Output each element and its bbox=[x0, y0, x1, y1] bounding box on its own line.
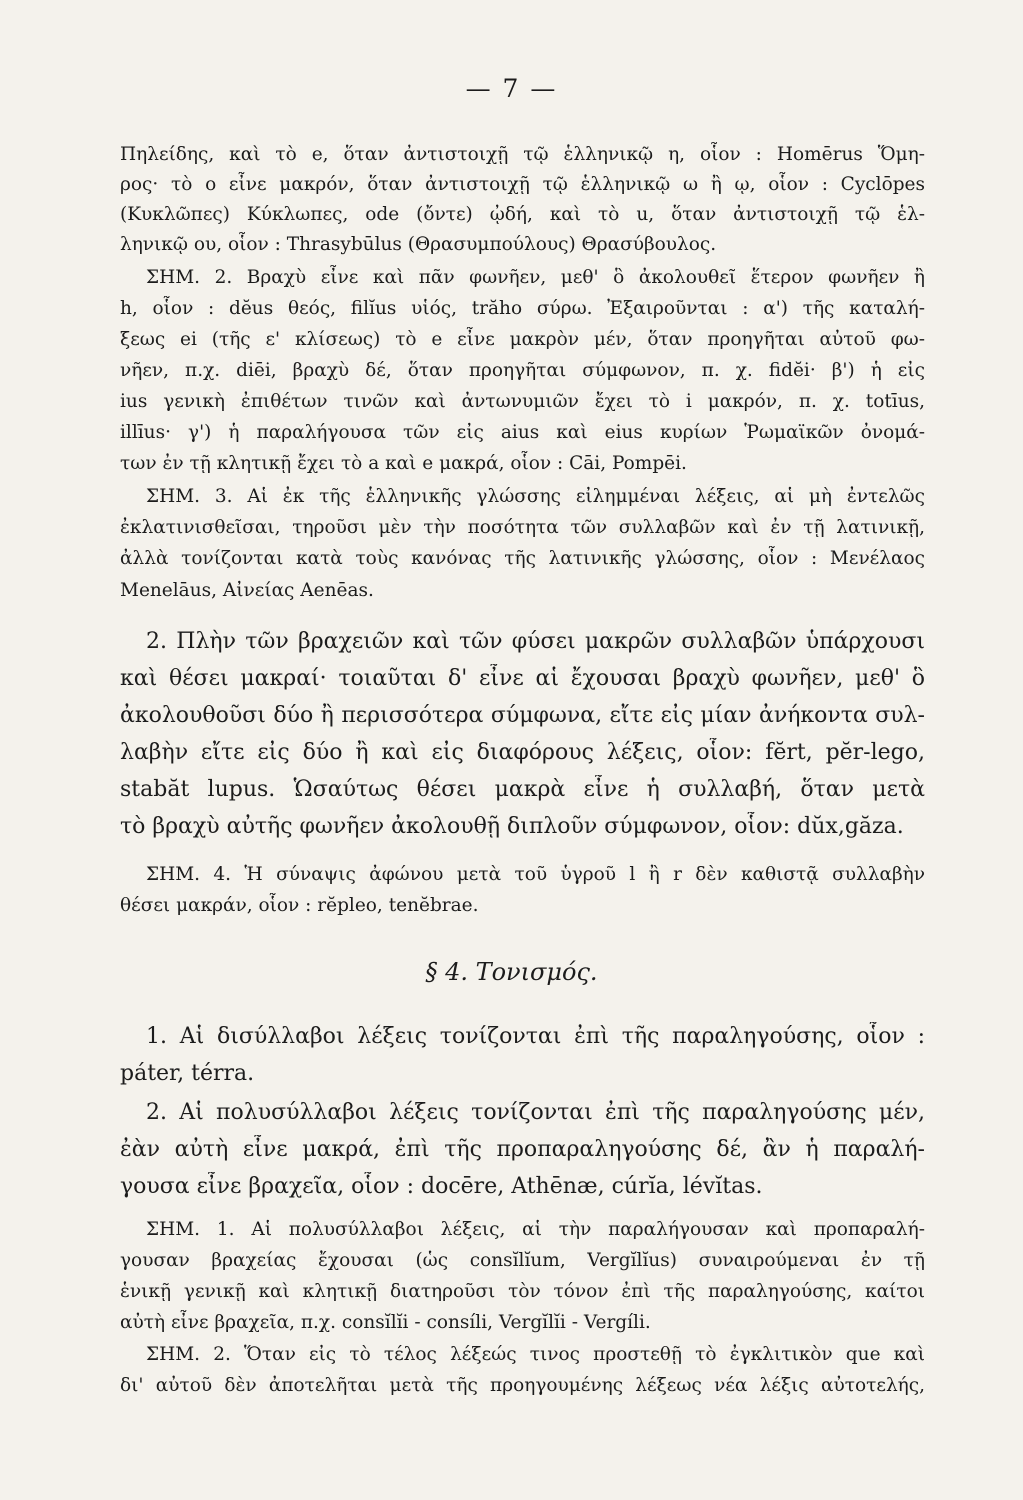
note-line: ΣΗΜ. 2. Βραχὺ εἶνε καὶ πᾶν φωνῆεν, μεθ' ὃ ἀκολουθεῖ ἕτερον φωνῆεν ἢ bbox=[146, 267, 925, 288]
paragraph-line: stabăt lupus. Ὡσαύτως θέσει μακρὰ εἶνε ἡ συλλαβή, ὅταν μετὰ bbox=[120, 777, 925, 802]
text-line: Πηλείδης, καὶ τὸ e, ὅταν ἀντιστοιχῇ τῷ ἑλληνικῷ η, οἷον : Homērus Ὅμη- bbox=[120, 144, 925, 165]
paragraph-line: λαβὴν εἴτε εἰς δύο ἢ καὶ εἰς διαφόρους λέξεις, οἷον: fĕrt, pĕr-lego, bbox=[120, 740, 925, 765]
paragraph-line: τὸ βραχὺ αὐτῆς φωνῆεν ἀκολουθῇ διπλοῦν σύμφωνον, οἷον: dŭx,găza. bbox=[120, 814, 904, 839]
section-title: § 4. Τονισμός. bbox=[425, 958, 598, 986]
page-number: — 7 — bbox=[465, 74, 558, 103]
note-line: h, οἷον : dĕus θεός, filĭus υἱός, trăho σύρω. Ἐξαιροῦνται : α') τῆς καταλή- bbox=[120, 298, 925, 319]
note-line: ἀλλὰ τονίζονται κατὰ τοὺς κανόνας τῆς λατινικῆς γλώσσης, οἷον : Μενέλαος bbox=[120, 548, 925, 569]
note-line: ΣΗΜ. 3. Αἱ ἐκ τῆς ἑλληνικῆς γλώσσης εἰλημμέναι λέξεις, αἱ μὴ ἐντελῶς bbox=[146, 486, 925, 507]
note-line: ἐκλατινισθεῖσαι, τηροῦσι μὲν τὴν ποσότητα τῶν συλλαβῶν καὶ ἐν τῇ λατινικῇ, bbox=[120, 517, 925, 538]
note-line: ἑνικῇ γενικῇ καὶ κλητικῇ διατηροῦσι τὸν τόνον ἐπὶ τῆς παραληγούσης, καίτοι bbox=[120, 1281, 925, 1302]
paragraph-line: 1. Αἱ δισύλλαβοι λέξεις τονίζονται ἐπὶ τῆς παραληγούσης, οἷον : bbox=[146, 1024, 925, 1049]
paragraph-line: ἀκολουθοῦσι δύο ἢ περισσότερα σύμφωνα, εἴτε εἰς μίαν ἀνήκοντα συλ- bbox=[120, 703, 925, 728]
text-line: ρος· τὸ o εἶνε μακρόν, ὅταν ἀντιστοιχῇ τῷ ἑλληνικῷ ω ἢ ῳ, οἷον : Cyclōpes bbox=[120, 174, 925, 195]
note-line: ius γενικὴ ἐπιθέτων τινῶν καὶ ἀντωνυμιῶν ἔχει τὸ i μακρόν, π. χ. totīus, bbox=[120, 391, 925, 412]
note-line: Menelāus, Αἰνείας Aenēas. bbox=[120, 580, 374, 601]
text-line: ληνικῷ ου, οἷον : Thrasybūlus (Θρασυμπούλους) Θρασύβουλος. bbox=[120, 234, 717, 255]
note-line: αὐτὴ εἶνε βραχεῖα, π.χ. consĭlĭi - consíli, Vergĭlĭi - Vergíli. bbox=[120, 1312, 651, 1333]
note-line: γουσαν βραχείας ἔχουσαι (ὡς consĭlĭum, Vergĭlĭus) συναιρούμεναι ἐν τῇ bbox=[120, 1250, 925, 1271]
text-line: (Κυκλῶπες) Κύκλωπες, ode (ὄντε) ᾠδή, καὶ τὸ u, ὅταν ἀντιστοιχῇ τῷ ἑλ- bbox=[120, 204, 925, 225]
note-line: illīus· γ') ἡ παραλήγουσα τῶν εἰς aius καὶ eius κυρίων Ῥωμαϊκῶν ὀνομά- bbox=[120, 422, 925, 443]
paragraph-line: páter, térra. bbox=[120, 1061, 255, 1086]
note-line: των ἐν τῇ κλητικῇ ἔχει τὸ a καὶ e μακρά, οἷον : Cāi, Pompēi. bbox=[120, 453, 687, 474]
note-line: δι' αὐτοῦ δὲν ἀποτελῆται μετὰ τῆς προηγουμένης λέξεως νέα λέξις αὐτοτελής, bbox=[120, 1375, 925, 1396]
paragraph-line: καὶ θέσει μακραί· τοιαῦται δ' εἶνε αἱ ἔχουσαι βραχὺ φωνῆεν, μεθ' ὃ bbox=[120, 666, 925, 691]
note-line: ΣΗΜ. 1. Αἱ πολυσύλλαβοι λέξεις, αἱ τὴν παραλήγουσαν καὶ προπαραλή- bbox=[146, 1219, 925, 1240]
paragraph-line: 2. Πλὴν τῶν βραχειῶν καὶ τῶν φύσει μακρῶν συλλαβῶν ὑπάρχουσι bbox=[146, 629, 925, 654]
paragraph-line: γουσα εἶνε βραχεῖα, οἷον : docēre, Athēnæ, cúrĭa, lévĭtas. bbox=[120, 1174, 763, 1199]
note-line: ΣΗΜ. 4. Ἡ σύναψις ἀφώνου μετὰ τοῦ ὑγροῦ l ἢ r δὲν καθιστᾷ συλλαβὴν bbox=[146, 864, 925, 885]
note-line: θέσει μακράν, οἷον : rĕpleo, tenĕbrae. bbox=[120, 895, 479, 916]
note-line: ΣΗΜ. 2. Ὅταν εἰς τὸ τέλος λέξεώς τινος προστεθῇ τὸ ἐγκλιτικὸν que καὶ bbox=[146, 1344, 925, 1365]
paragraph-line: ἐὰν αὐτὴ εἶνε μακρά, ἐπὶ τῆς προπαραληγούσης δέ, ἂν ἡ παραλή- bbox=[120, 1137, 925, 1162]
note-line: ξεως ei (τῆς ε' κλίσεως) τὸ e εἶνε μακρὸν μέν, ὅταν προηγῆται αὐτοῦ φω- bbox=[120, 329, 925, 350]
paragraph-line: 2. Αἱ πολυσύλλαβοι λέξεις τονίζονται ἐπὶ τῆς παραληγούσης μέν, bbox=[146, 1100, 925, 1125]
note-line: νῆεν, π.χ. diēi, βραχὺ δέ, ὅταν προηγῆται σύμφωνον, π. χ. fidĕi· β') ἡ εἰς bbox=[120, 360, 925, 381]
